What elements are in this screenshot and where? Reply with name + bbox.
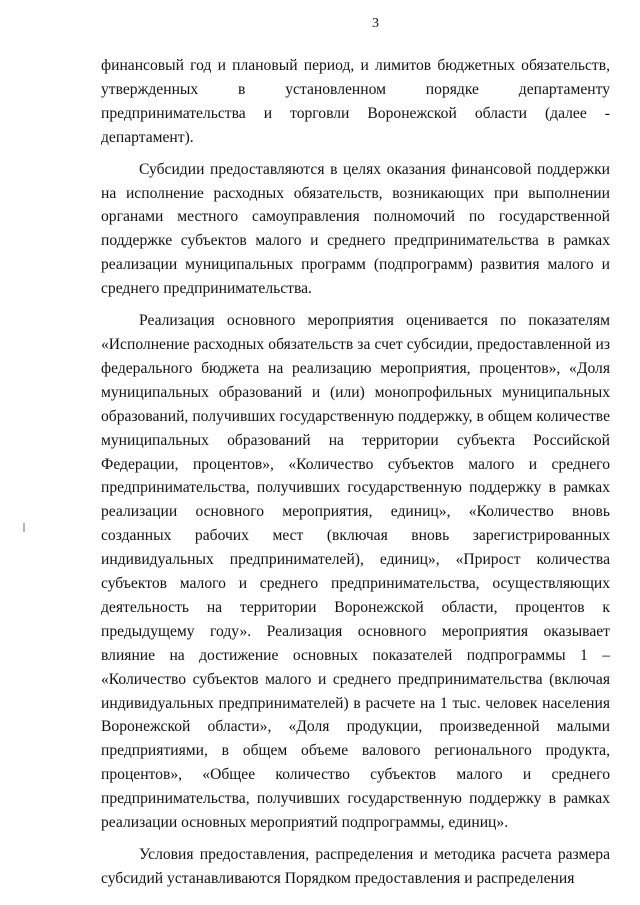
paragraph-conditions: Условия предоставления, распределения и методика расчета размера субсидий устанавливаются Порядком предоставления и распределения bbox=[101, 846, 610, 887]
paragraph-indicators: Реализация основного мероприятия оценивается по показателям «Исполнение расходных обязательств за счет субсидии, предоставленной из федерального бюджета на реализацию мероприятия, процентов», «Доля муниципальных образований и (или) монопрофильных муниципальных образований, получивших государственную поддержку, в общем количестве муниципальных образований на территории субъекта Российской Федерации, процентов», «Количество субъектов малого и среднего предпринимательства, получивших государственную поддержку в рамках реализации основного мероприятия, единиц», «Количество вновь созданных рабочих мест (включая вновь зарегистрированных индивидуальных предпринимателей), единиц», «Прирост количества субъектов малого и среднего предпринимательства, осуществляющих деятельность на территории Воронежской области, процентов к предыдущему году». Реализация основного мероприятия оказывает влияние на достижение основных показателей подпрограммы 1 – «Количество субъектов малого и среднего предпринимательства (включая индивидуальных предпринимателей) в расчете на 1 тыс. человек населения Воронежской области», «Доля продукции, произведенной малыми предприятиями, в общем объеме валового регионального продукта, процентов», «Общее количество субъектов малого и среднего предпринимательства, получивших государственную поддержку в рамках реализации основных мероприятий подпрограммы, единиц». bbox=[101, 312, 610, 832]
page-number: 3 bbox=[372, 16, 379, 31]
paragraph-subsidies-purpose: Субсидии предоставляются в целях оказания финансовой поддержки на исполнение расходных обязательств, возникающих при выполнении органами местного самоуправления полномочий по государственной поддержке субъектов малого и среднего предпринимательства в рамках реализации муниципальных программ (подпрограмм) развития малого и среднего предпринимательства. bbox=[101, 160, 610, 298]
margin-mark bbox=[23, 523, 25, 532]
paragraph-continuation: финансовый год и плановый период, и лимитов бюджетных обязательств, утвержденных в установленном порядке департаменту предпринимательства и торговли Воронежской области (далее - департамент). bbox=[101, 57, 610, 146]
